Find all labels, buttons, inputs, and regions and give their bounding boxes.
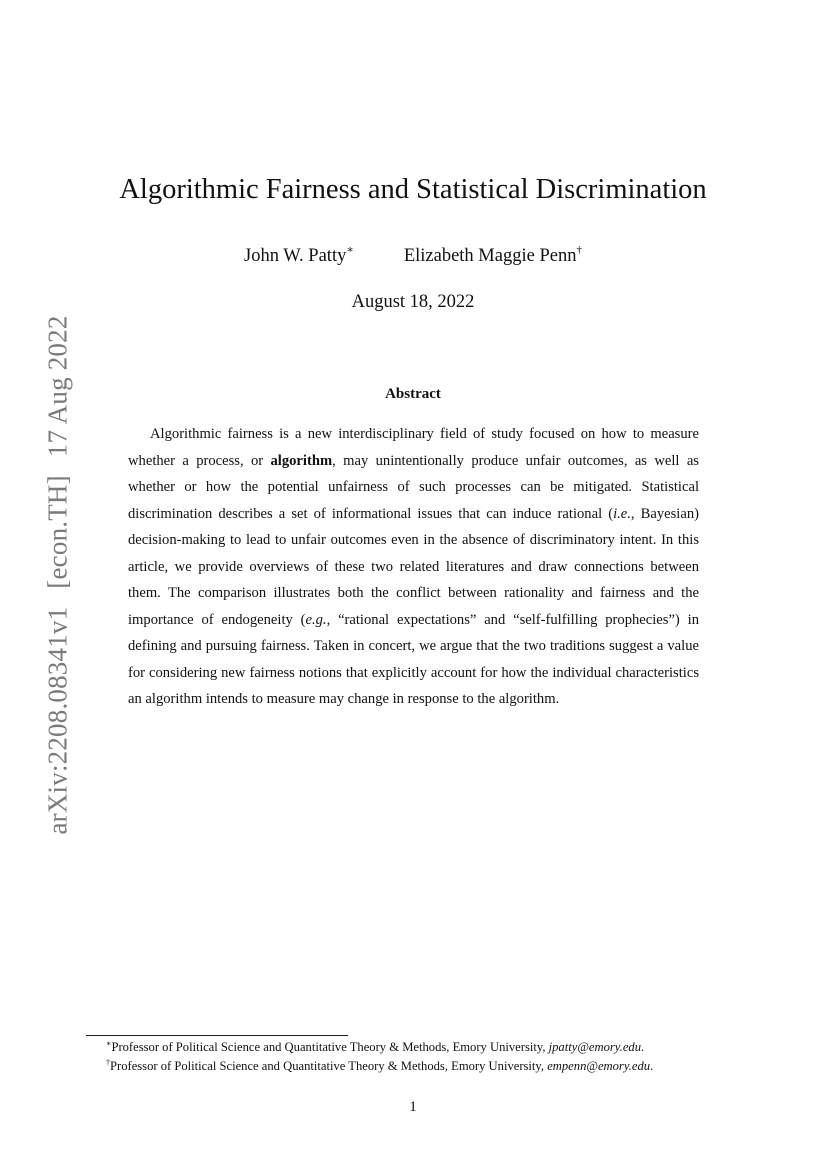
footnote-divider	[86, 1035, 348, 1036]
footnote-email[interactable]: jpatty@emory.edu	[548, 1040, 642, 1054]
arxiv-identifier[interactable]: arXiv:2208.08341v1	[42, 606, 73, 835]
footnote-email[interactable]: empenn@emory.edu	[547, 1059, 651, 1073]
author-list	[0, 244, 826, 268]
author-name: Elizabeth Maggie Penn	[403, 246, 577, 266]
paper-title: Algorithmic Fairness and Statistical Discrimination	[119, 174, 707, 205]
abstract-body	[128, 421, 699, 713]
abstract-text: , may unintentionally produce unfair outcomes, as well as whether or how the potential unfairness of such processes can be mitigated. Statistical discrimination describes a set of informational issues that can induce rational (	[128, 452, 699, 522]
footnote-text: Professor of Political Science and Quantitative Theory & Methods, Emory University,	[111, 1040, 549, 1054]
abstract-bold-term: algorithm	[270, 452, 333, 469]
footnotes	[106, 1038, 746, 1076]
abstract-text: , Bayesian) decision-making to lead to unfair outcomes even in the absence of discriminatory intent. In this article, we provide overviews of these two related literatures and draw connections between them. The comparison illustrates both the conflict between rationality and fairness and the importance of endogeneity (	[128, 505, 699, 628]
footnote-patty	[106, 1038, 746, 1057]
author-patty	[244, 244, 354, 268]
footnote-mark: ∗	[106, 1039, 112, 1048]
footnote-end: .	[641, 1040, 645, 1054]
page-number: 1	[409, 1099, 417, 1115]
author-name: John W. Patty	[244, 246, 347, 266]
arxiv-category: [econ.TH]	[42, 475, 73, 589]
abstract-text: Algorithmic fairness is a new interdisciplinary field of study focused on how to measure whether a process, or	[128, 426, 699, 469]
paper-date: August 18, 2022	[351, 292, 475, 312]
abstract-heading: Abstract	[385, 386, 441, 402]
footnote-end: .	[650, 1059, 654, 1073]
author-penn	[404, 244, 582, 268]
abstract-italic-term: i.e.	[613, 505, 631, 522]
footnote-penn	[106, 1057, 746, 1076]
author-footnote-mark[interactable]: ∗	[346, 244, 354, 256]
arxiv-date: 17 Aug 2022	[42, 315, 73, 458]
author-footnote-mark[interactable]: †	[576, 244, 582, 256]
footnote-mark: †	[106, 1058, 110, 1067]
abstract-text: , “rational expectations” and “self-fulfilling prophecies”) in defining and pursuing fairness. Taken in concert, we argue that the two traditions suggest a value for considering new fairness notions that explicitly account for how the individual characteristics an algorithm intends to measure may change in response to the algorithm.	[128, 611, 699, 707]
footnote-text: Professor of Political Science and Quantitative Theory & Methods, Emory University,	[110, 1059, 548, 1073]
abstract-italic-term: e.g.	[305, 611, 327, 628]
